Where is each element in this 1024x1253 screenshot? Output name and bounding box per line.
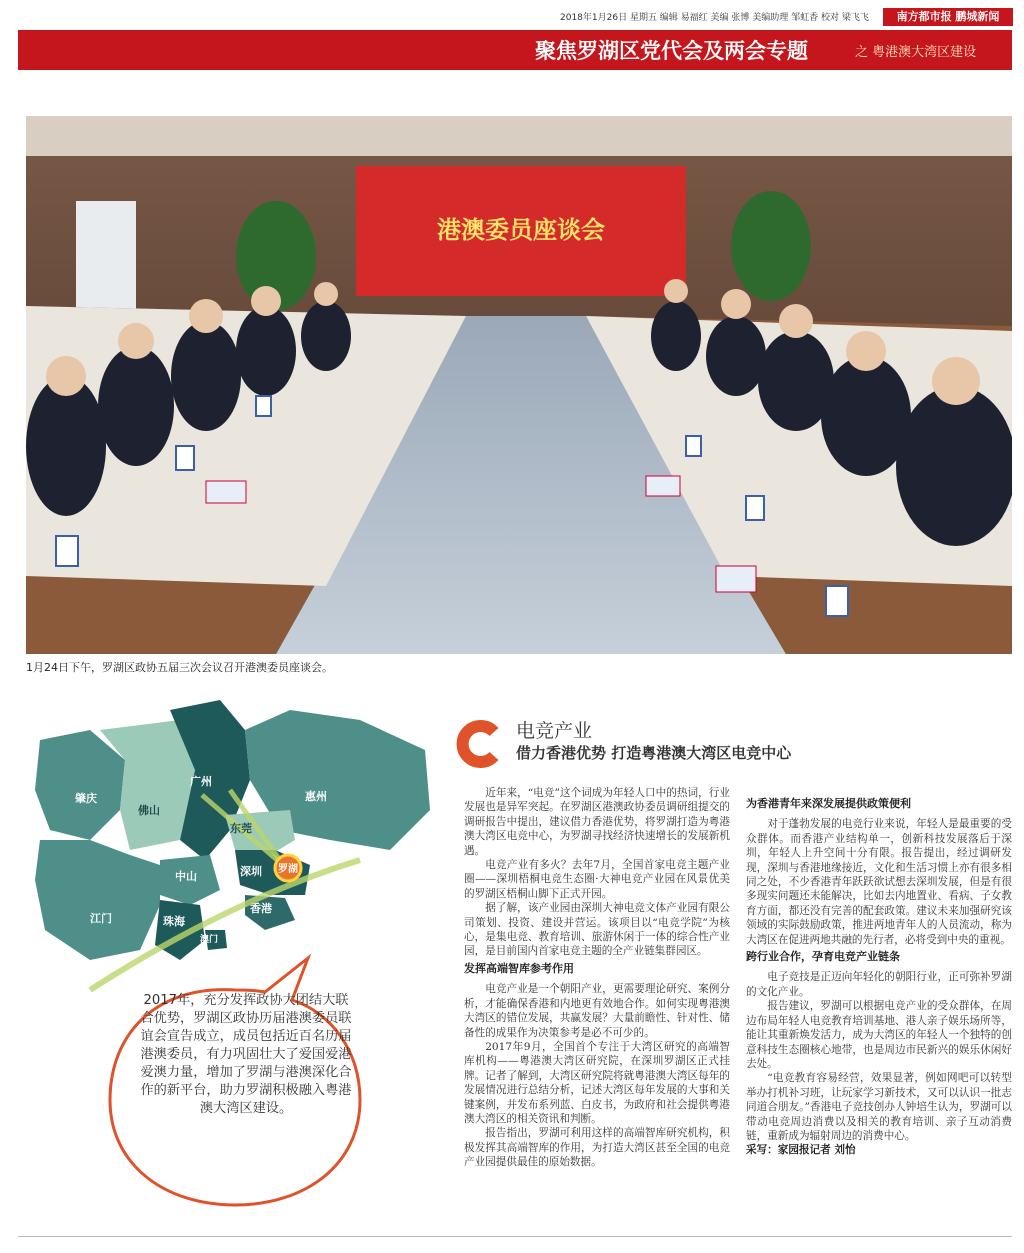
region-jiangmen — [35, 840, 160, 960]
section-subtitle: 借力香港优势 打造粤港澳大湾区电竞中心 — [516, 744, 792, 762]
article-column-2 — [746, 794, 1012, 1218]
byline: 采写：家园报记者 刘怡 — [746, 1144, 856, 1157]
label-jiangmen: 江门 — [90, 912, 112, 925]
section-title: 电竞产业 — [516, 720, 593, 742]
section-c-icon — [456, 720, 504, 768]
meeting-photo — [26, 116, 1012, 654]
paragraph: 电竞产业是一个朝阳产业，更需要理论研究、案例分析，才能确保香港和内地更有效地合作。如何实现粤港澳大湾区的错位发展，共赢发展？大量前瞻性、针对性、储备性的成果作为决策参考是必不可少的。 — [464, 983, 730, 1039]
paragraph: 据了解，该产业园由深圳大神电竞文体产业园有限公司策划、投资、建设并营运。该项目以“电竞学院”为核心，是集电竞、教育培训、旅游休闲于一体的综合性产业园，是目前国内首家电竞主题的全产业链集群园区。 — [464, 902, 730, 958]
paragraph: 电子竞技是正迈向年轻化的朝阳行业，正可弥补罗湖的文化产业。 — [746, 971, 1012, 998]
label-zhuhai: 珠海 — [163, 915, 185, 928]
newspaper-brand-logo: 南方都市报 鹏城新闻 — [883, 8, 1013, 26]
paragraph: “电竞教育容易经营，效果显著，例如网吧可以转型举办打机补习班，让玩家学习新技术，又可以认识一批志同道合朋友。”香港电子竞技创办人钟培生认为，罗湖可以带动电竞周边消费以及相关的教育培训、亲子互动消费链，重新成为辐射周边的消费中心。 — [746, 1072, 1012, 1142]
banner-screen-text: 港澳委员座谈会 — [437, 216, 605, 244]
label-hongkong: 香港 — [250, 902, 272, 915]
banner-connector: 之 — [855, 45, 869, 60]
label-dongguan: 东莞 — [230, 822, 252, 835]
bottom-rule — [18, 1236, 1012, 1237]
label-macau: 澳门 — [200, 935, 219, 945]
paragraph: 近年来，“电竞”这个词成为年轻人口中的热词，行业发展也是异军突起。在罗湖区港澳政协委员调研组提交的调研报告中提出，建议借力香港优势，将罗湖打造为粤港澳大湾区电竞中心，为罗湖寻找经济快速增长的发展新机遇。 — [464, 787, 730, 857]
region-zhaoqing — [35, 730, 125, 840]
label-zhaoqing: 肇庆 — [75, 792, 97, 805]
banner-subtitle-text: 粤港澳大湾区建设 — [872, 45, 977, 60]
subheading: 发挥高端智库参考作用 — [464, 961, 574, 975]
subheading: 为香港青年来深发展提供政策便利 — [746, 797, 911, 810]
date-editor-line: 2018年1月26日 星期五 编辑 易福红 美编 张博 美编助理 邹虹香 校对 梁飞飞 — [560, 13, 869, 23]
paragraph: 报告指出，罗湖可利用这样的高端智库研究机构，积极发挥其高端智库的作用，为打造大湾区甚至全国的电竞产业园提供最佳的原始数据。 — [464, 1127, 730, 1169]
label-foshan: 佛山 — [138, 804, 160, 817]
label-shenzhen: 深圳 — [240, 865, 262, 878]
photo-caption: 1月24日下午，罗湖区政协五届三次会议召开港澳委员座谈会。 — [26, 661, 333, 674]
c-letter-icon — [456, 720, 504, 768]
label-luohu: 罗湖 — [278, 864, 298, 875]
article-column-1 — [464, 786, 730, 1216]
label-guangzhou: 广州 — [190, 775, 212, 788]
meeting-photo-illustration — [26, 116, 1012, 654]
paragraph: 电竞产业有多火？去年7月，全国首家电竞主题产业圈——深圳梧桐电竞生态圈·大神电竞产业园在风景优美的罗湖区梧桐山脚下正式开园。 — [464, 859, 730, 900]
paragraph: 对于蓬勃发展的电竞行业来说，年轻人是最重要的受众群体。而香港产业结构单一，创新科技发展落后于深圳，年轻人上升空间十分有限。报告提出，经过调研发现，深圳与香港地缘接近，文化和生活习惯上亦有很多相同之处，不少香港青年跃跃欲试想去深圳发展，但是有很多现实问题还未能解决，比如去内地置业、看病、子女教育方面，都还没有完善的配套政策。建议未来加强研究该领域的实际鼓励政策，推进两地青年人的人员流动，称为大湾区在促进两地共融的先行者，必将受到中央的重视。 — [746, 818, 1012, 946]
subheading: 跨行业合作，孕育电竞产业链条 — [746, 950, 900, 964]
banner-title: 聚焦罗湖区党代会及两会专题 — [535, 39, 808, 63]
paragraph: 2017年9月，全国首个专注于大湾区研究的高端智库机构——粤港澳大湾区研究院，在深圳罗湖区正式挂牌。记者了解到，大湾区研究院将就粤港澳大湾区每年的发展情况进行总结分析，记述大湾区每年发展的大事和关键案例，并发布系列蓝、白皮书，为政府和社会提供粤港澳大湾区的相关资讯和判断。 — [464, 1040, 730, 1125]
label-zhongshan: 中山 — [175, 870, 197, 883]
bubble-text: 2017年，充分发挥政协大团结大联合优势，罗湖区政协历届港澳委员联谊会宣告成立，成员包括近百名历届港澳委员，有力巩固壮大了爱国爱港爱澳力量，增加了罗湖与港澳深化合作的新平台，助力罗湖积极融入粤港澳大湾区建设。 — [140, 993, 352, 1116]
paragraph: 报告建议，罗湖可以根据电竞产业的受众群体，在周边布局年轻人电竞教育培训基地、港人亲子娱乐场所等，能让其重新焕发活力，成为大湾区的年轻人一个独特的创意科技生态圈核心地带，也是周边市民新兴的娱乐休闲好去处。 — [746, 1000, 1012, 1070]
label-huizhou: 惠州 — [305, 790, 327, 803]
banner-subtitle — [855, 43, 976, 63]
